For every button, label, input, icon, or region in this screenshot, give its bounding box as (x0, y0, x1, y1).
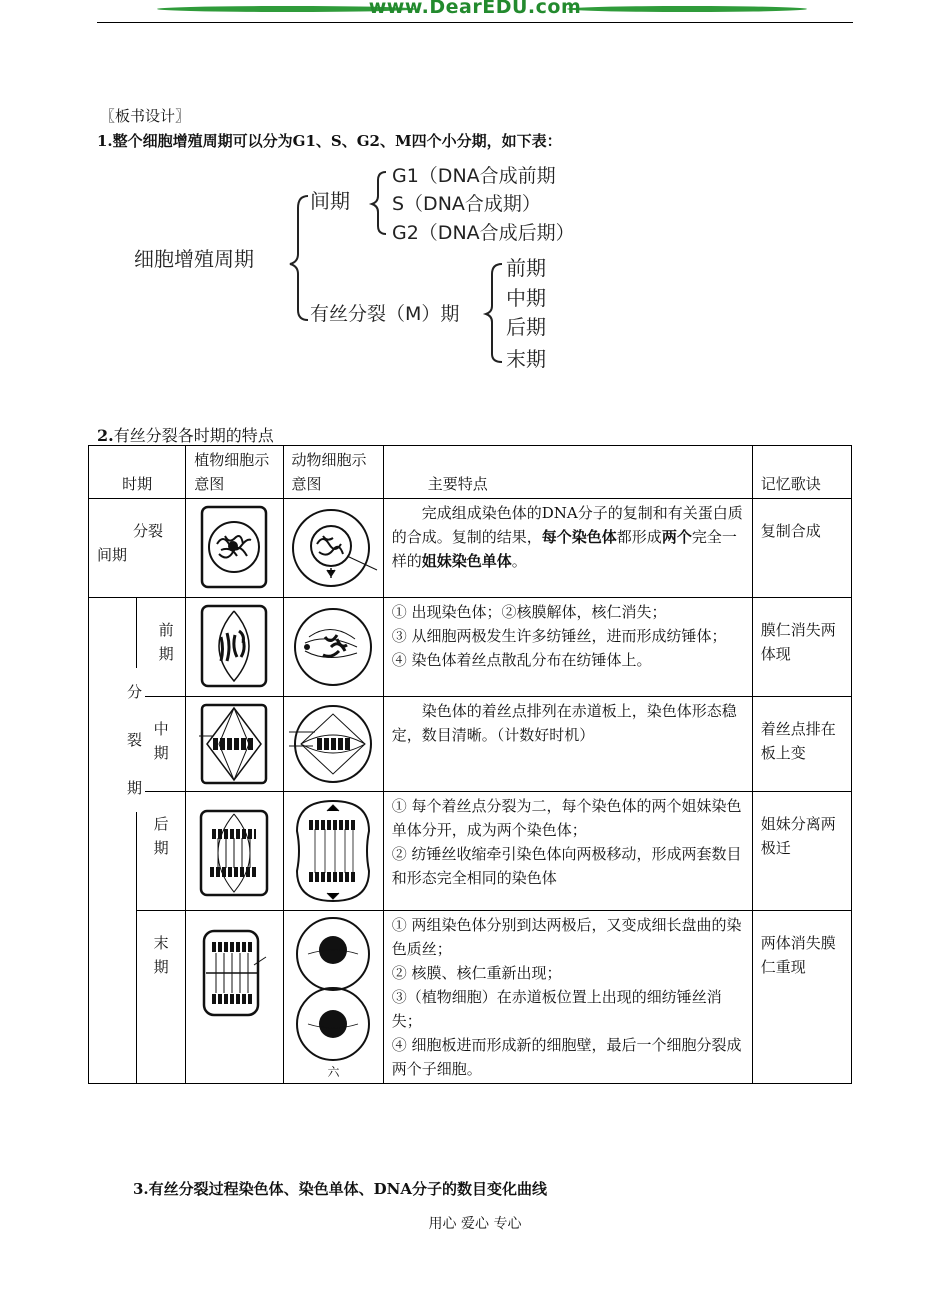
interphase-features: 完成组成染色体的DNA分子的复制和有关蛋白质的合成。复制的结果，每个染色体都形成两个完全一样的姐妹染色单体。 (383, 499, 752, 598)
interphase-mnemonic: 复制合成 (752, 499, 851, 598)
telophase-mnemonic: 两体消失膜仁重现 (752, 911, 851, 1084)
animal-telophase-figure (283, 911, 383, 1084)
plant-telophase-figure (186, 911, 283, 1084)
metaphase-stage-label: 中期 (137, 697, 186, 792)
anaphase-label: 后期 (506, 315, 546, 339)
table-row-telophase (89, 911, 852, 1084)
interphase-label: 间期 (310, 189, 350, 213)
mitosis-brace (486, 264, 502, 362)
prophase-stage-label: 前期 (137, 598, 186, 697)
plant-interphase-figure (186, 499, 283, 598)
metaphase-label: 中期 (506, 286, 546, 310)
anaphase-stage-label: 后期 (137, 792, 186, 911)
g2-label: G2（DNA合成后期） (392, 222, 575, 244)
mitosis-label: 有丝分裂（M）期 (310, 303, 460, 325)
anaphase-mnemonic: 姐妹分离两极迁 (752, 792, 851, 911)
section-2-title: 2.有丝分裂各时期的特点 (97, 426, 274, 445)
table-row-prophase (89, 598, 852, 697)
main-brace (290, 196, 308, 320)
metaphase-mnemonic: 着丝点排在板上变 (752, 697, 851, 792)
header-mnemonic: 记忆歌诀 (752, 446, 851, 499)
plant-metaphase-figure (186, 697, 283, 792)
cycle-root-label: 细胞增殖周期 (134, 247, 254, 271)
animal-prophase-figure (283, 598, 383, 697)
table-row-metaphase (89, 697, 852, 792)
division-phase-cell (89, 598, 143, 1084)
plant-prophase-figure (186, 598, 283, 697)
prophase-mnemonic: 膜仁消失两体现 (752, 598, 851, 697)
interphase-stage-label: 分裂间期 (89, 499, 186, 598)
section-3-title: 3.有丝分裂过程染色体、染色单体、DNA分子的数目变化曲线 (133, 1180, 548, 1198)
prophase-label: 前期 (506, 256, 546, 280)
interphase-brace (372, 172, 386, 234)
header-features: 主要特点 (383, 446, 752, 499)
telophase-label: 末期 (506, 347, 546, 371)
metaphase-features: 染色体的着丝点排列在赤道板上，染色体形态稳定，数目清晰。（计数好时机） (383, 697, 752, 792)
board-design-label: 〖板书设计〗 (100, 107, 191, 125)
animal-anaphase-figure (283, 792, 383, 911)
g1-label: G1（DNA合成前期 (392, 165, 556, 187)
anaphase-features: ① 每个着丝点分裂为二，每个染色体的两个姐妹染色单体分开，成为两个染色体； ② 纺锤丝收缩牵引染色体向两极移动，形成两套数目和形态完全相同的染色体 (383, 792, 752, 911)
animal-metaphase-figure (283, 697, 383, 792)
telophase-features: ① 两组染色体分别到达两极后，又变成细长盘曲的染色质丝； ② 核膜、核仁重新出现； ③（植物细胞）在赤道板位置上出现的细纺锤丝消失； ④ 细胞板进而形成新的细胞壁，最后一个细胞分裂成两个子细胞。 (383, 911, 752, 1084)
page-header (97, 0, 853, 23)
prophase-features: ① 出现染色体；②核膜解体，核仁消失； ③ 从细胞两极发生许多纺锤丝，进而形成纺锤体； ④ 染色体着丝点散乱分布在纺锤体上。 (383, 598, 752, 697)
plant-anaphase-figure (186, 792, 283, 911)
header-animal: 动物细胞示意图 (283, 446, 383, 499)
table-row-anaphase (89, 792, 852, 911)
s-label: S（DNA合成期） (392, 193, 541, 215)
telophase-stage-label: 末期 (137, 911, 186, 1084)
mitosis-features-table (88, 445, 852, 1084)
animal-interphase-figure (283, 499, 383, 598)
cell-cycle-diagram (130, 160, 600, 380)
page-footer: 用心 爱心 专心 (428, 1216, 522, 1232)
division-phase-label: 分裂期 (127, 668, 145, 812)
table-row-interphase (89, 499, 852, 598)
telophase-figure-mark: 六 (327, 1065, 340, 1079)
table-header-row (89, 446, 852, 499)
site-logo-text: www.DearEDU.com (368, 0, 582, 18)
header-plant: 植物细胞示意图 (186, 446, 283, 499)
header-period: 时期 (89, 446, 186, 499)
section-1-title: 1.整个细胞增殖周期可以分为G1、S、G2、M四个小分期，如下表： (97, 132, 562, 150)
